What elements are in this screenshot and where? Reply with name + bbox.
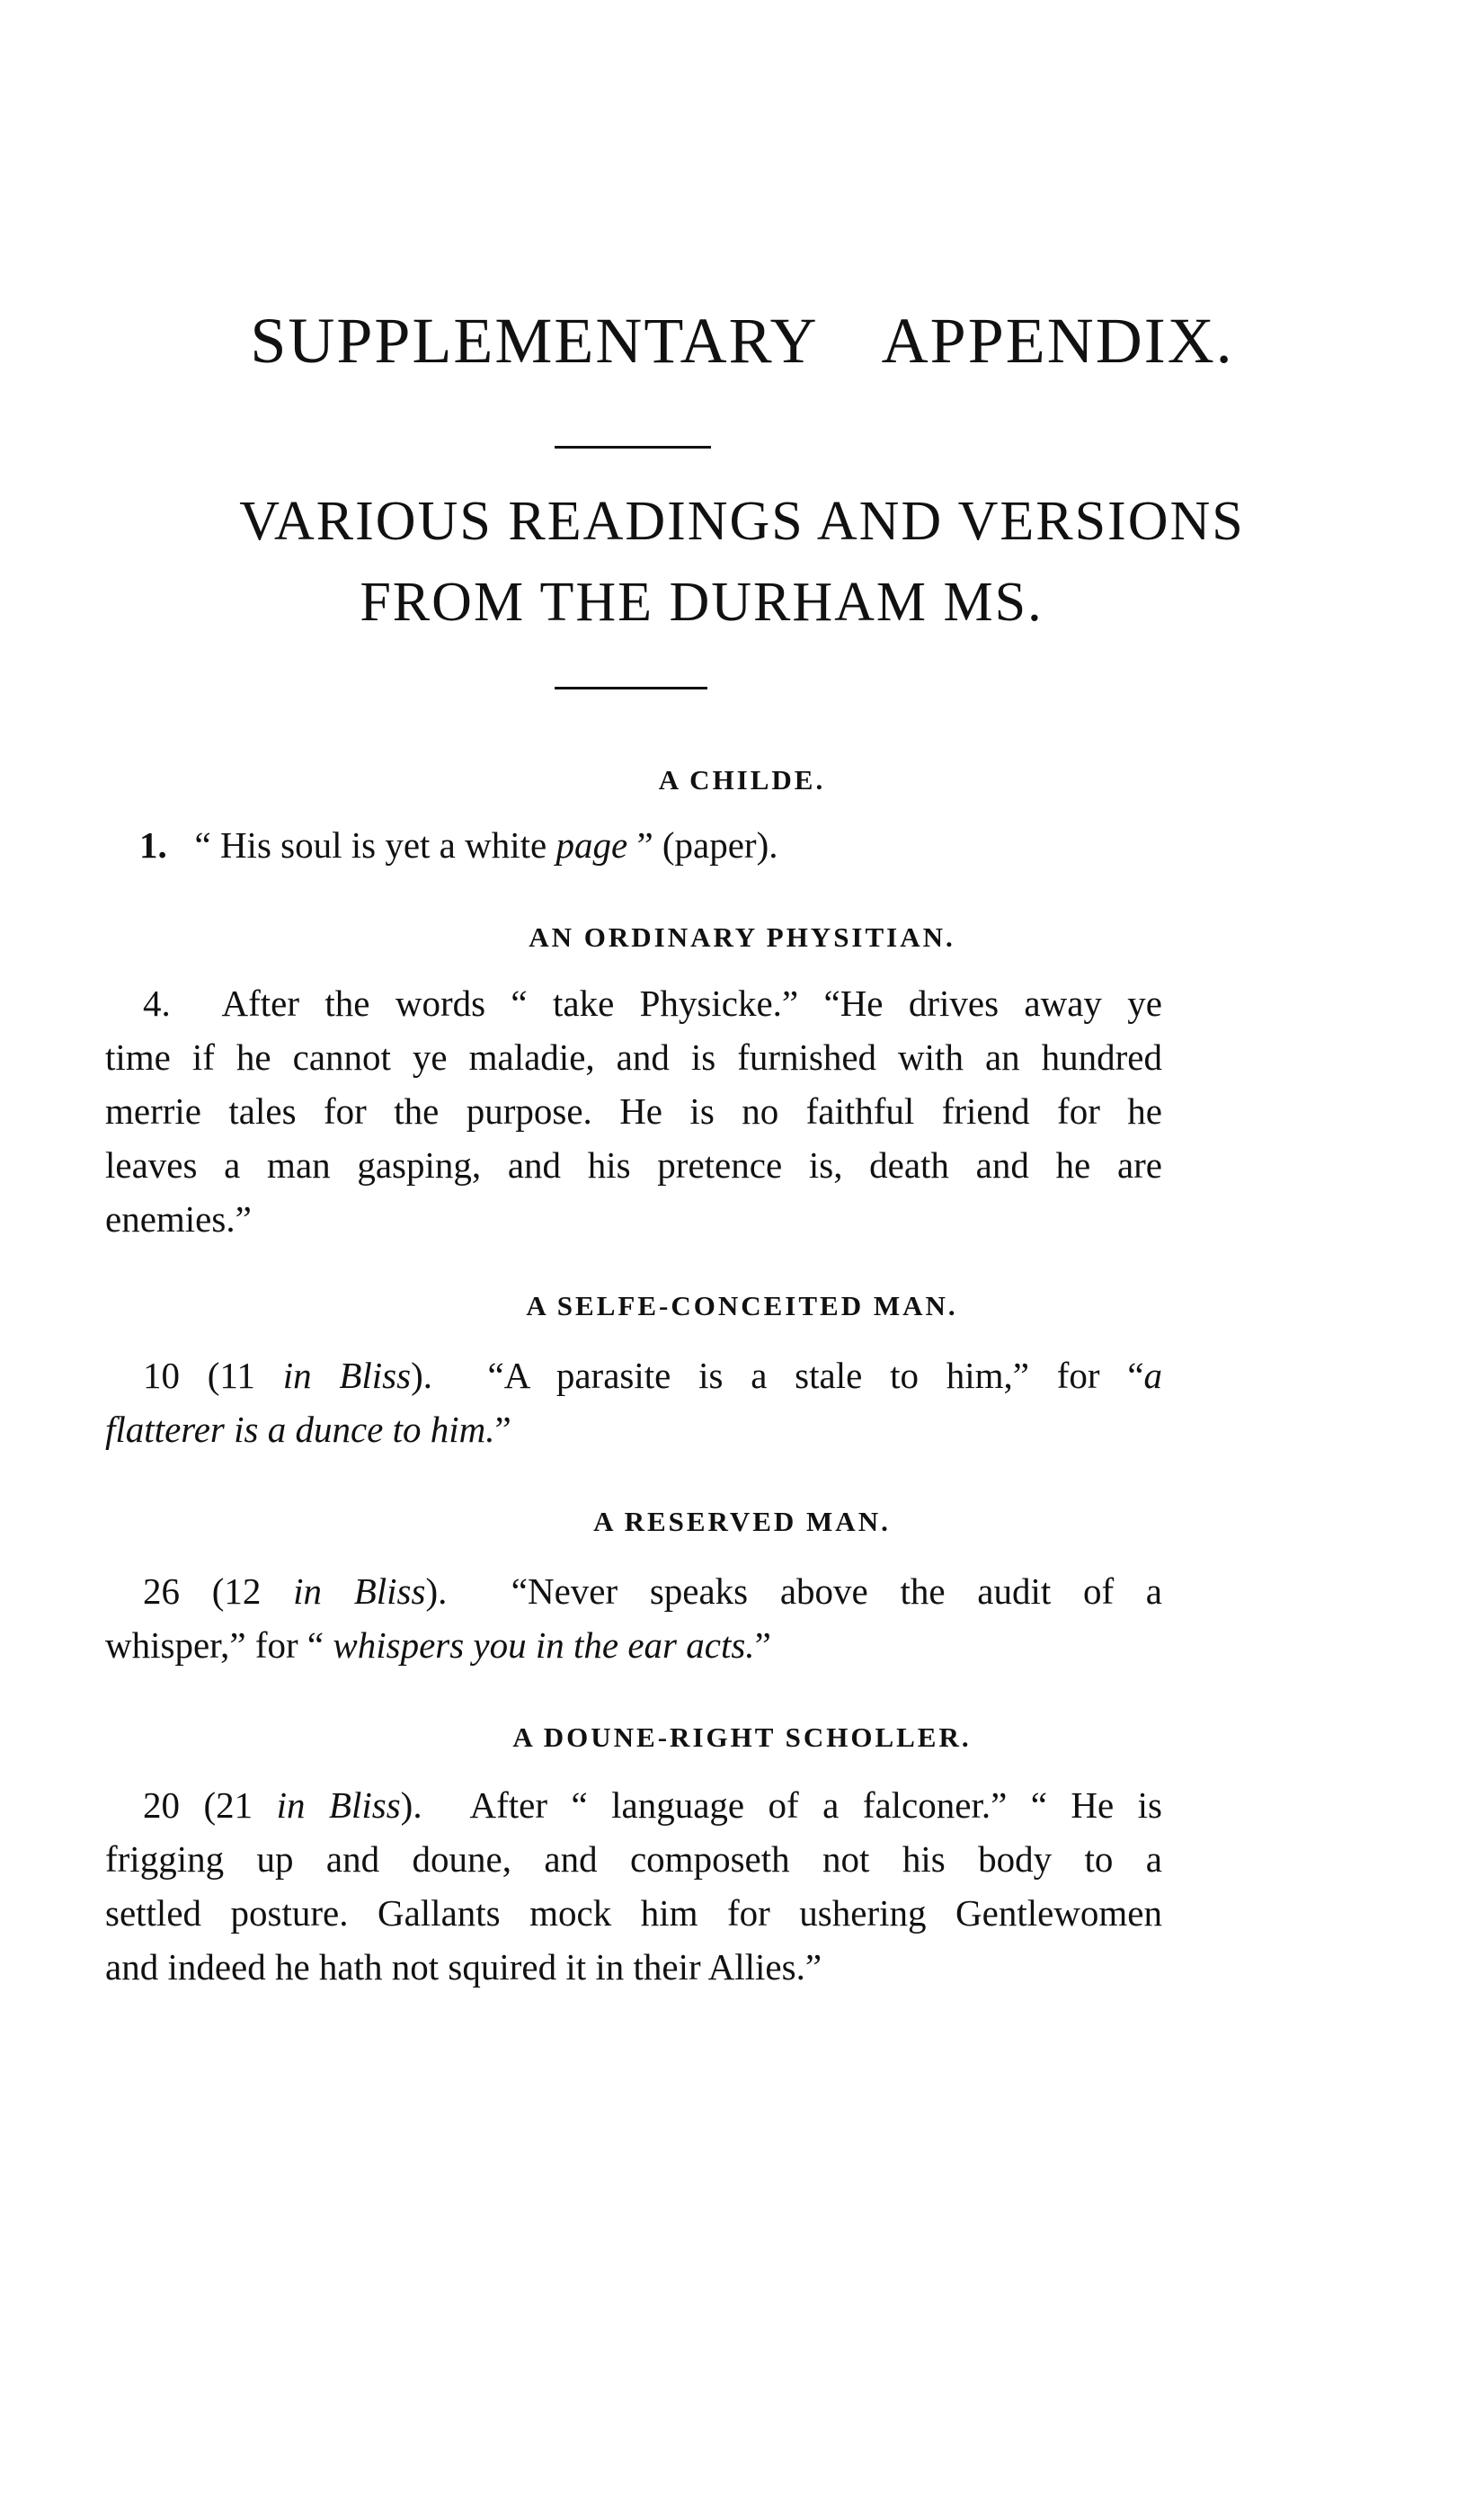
entry-line [105, 1778, 1162, 1832]
entry-line [105, 1402, 1162, 1456]
entry-line [105, 976, 1162, 1030]
subtitle-line-2: FROM THE DURHAM MS. [360, 572, 1044, 633]
section-heading-childe: A CHILDE. [658, 764, 826, 796]
entry-ref: ). [400, 1784, 422, 1826]
entry-italic: a [1143, 1355, 1163, 1396]
divider-rule [555, 446, 711, 449]
divider-rule [555, 687, 707, 689]
page-title [0, 304, 1484, 378]
entry-line: enemies.” [105, 1198, 252, 1240]
entry-line: and indeed he hath not squired it in their Allies.” [105, 1946, 822, 1988]
entry-italic: whispers you in the ear acts. [333, 1624, 755, 1666]
entry-text: ” (paper). [627, 824, 778, 866]
entry-line [105, 1564, 1162, 1618]
subtitle-line-1: VARIOUS READINGS AND VERSIONS [239, 491, 1245, 552]
entry-italic: flatterer is a dunce to him. [105, 1409, 495, 1450]
entry-reserved [105, 1564, 1162, 1672]
entry-number: 20 [143, 1784, 180, 1826]
entry-selfe-conceited [105, 1348, 1162, 1456]
title-word-2: APPENDIX. [881, 305, 1234, 377]
entry-line: settled posture. Gallants mock him for ushering Gentlewomen [105, 1892, 1162, 1934]
entry-text: whisper,” for “ [105, 1624, 333, 1666]
entry-text: “A parasite is a stale to him,” for “ [487, 1355, 1144, 1396]
entry-ref: ). [411, 1355, 432, 1396]
entry-text: After the words “ take Physicke.” “He drives away ye [221, 983, 1163, 1024]
entry-physitian [105, 976, 1162, 1246]
entry-line: frigging up and doune, and composeth not his body to a [105, 1838, 1162, 1880]
title-word-1: SUPPLEMENTARY [250, 305, 819, 377]
section-heading-selfe-conceited: A SELFE-CONCEITED MAN. [526, 1290, 958, 1321]
entry-ref: (12 [211, 1570, 294, 1612]
entry-line: merrie tales for the purpose. He is no faithful friend for he [105, 1090, 1162, 1132]
entry-ref: ). [425, 1570, 448, 1612]
section-heading-physitian: AN ORDINARY PHYSITIAN. [529, 921, 955, 953]
entry-number: 1. [139, 824, 167, 866]
section-heading-reserved: A RESERVED MAN. [593, 1506, 891, 1537]
entry-italic: page [555, 824, 628, 866]
entry-text: After “ language of a falconer.” “ He is [469, 1784, 1163, 1826]
entry-number: 4. [143, 983, 171, 1024]
entry-ref: (21 [203, 1784, 277, 1826]
entry-text: “Never speaks above the audit of a [511, 1570, 1163, 1612]
section-heading-doune-right: A DOUNE-RIGHT SCHOLLER. [512, 1721, 972, 1753]
entry-ref-italic: in Bliss [276, 1784, 401, 1826]
entry-text: “ His soul is yet a white [194, 824, 556, 866]
entry-ref-italic: in Bliss [293, 1570, 426, 1612]
entry-line [105, 1618, 1162, 1672]
entry-line [105, 1348, 1162, 1402]
entry-line: leaves a man gasping, and his pretence is, death and he are [105, 1144, 1162, 1186]
entry-ref: (11 [207, 1355, 283, 1396]
entry-text: ” [754, 1624, 771, 1666]
entry-number: 26 [143, 1570, 180, 1612]
entry-number: 10 [143, 1355, 180, 1396]
entry-doune-right [105, 1778, 1162, 1994]
entry-text: ” [494, 1409, 511, 1450]
entry-ref-italic: in Bliss [282, 1355, 412, 1396]
entry-line: time if he cannot ye maladie, and is furnished with an hundred [105, 1036, 1162, 1078]
entry-childe [139, 818, 1196, 872]
entry-line [139, 818, 1196, 872]
